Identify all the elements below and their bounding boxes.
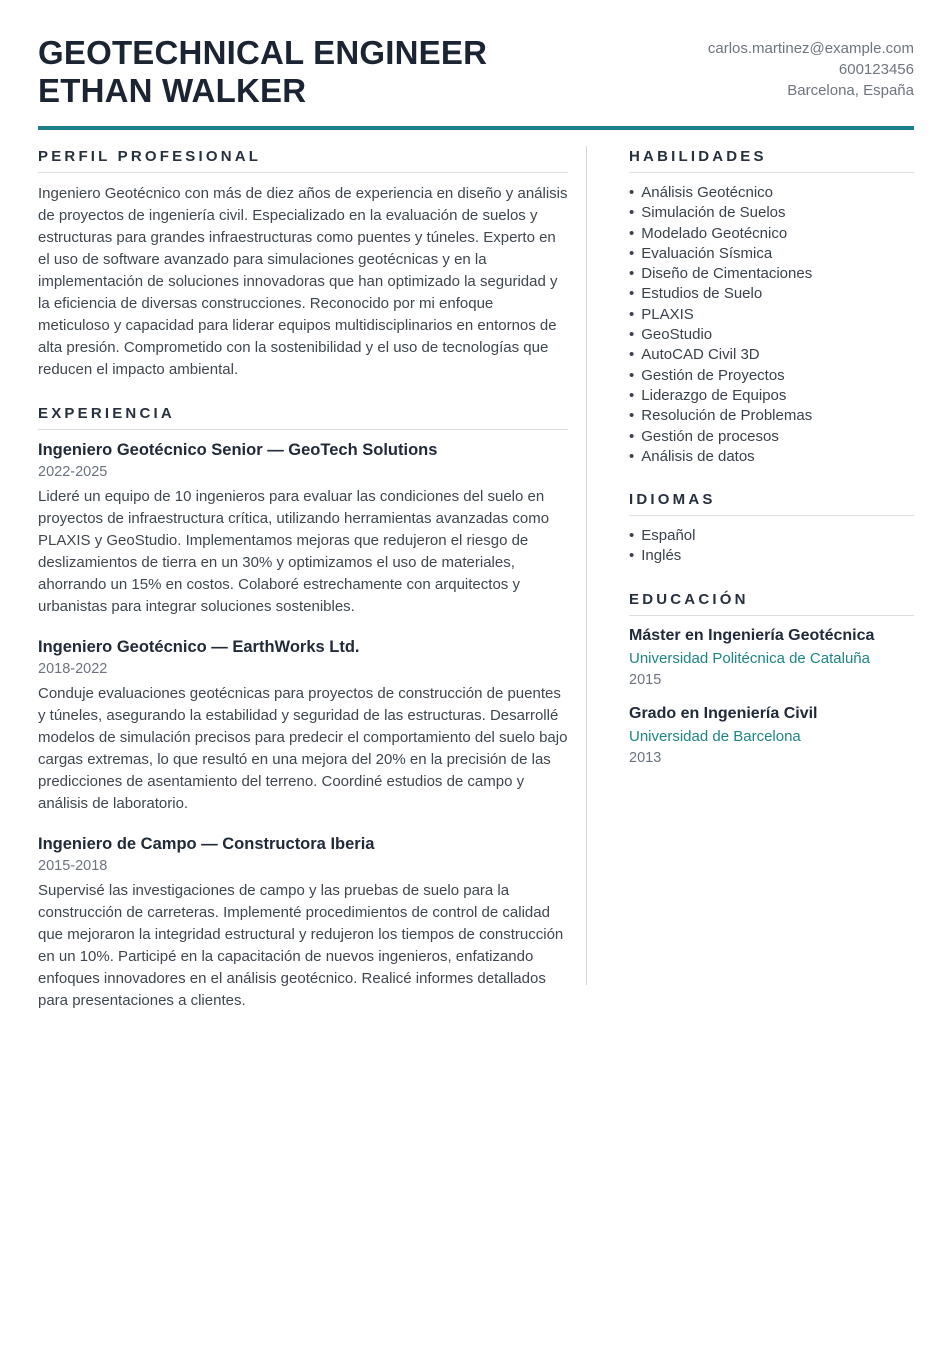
job-dates: 2022-2025	[38, 464, 108, 480]
section-skills	[629, 148, 914, 467]
right-column	[629, 148, 914, 1031]
job-entry	[38, 834, 568, 1012]
experience-heading: EXPERIENCIA	[38, 405, 568, 430]
header	[0, 0, 952, 110]
skill-item: • Modelado Geotécnico	[629, 224, 914, 244]
content-columns	[0, 130, 952, 1031]
contact-location: Barcelona, España	[787, 82, 914, 99]
education-heading: EDUCACIÓN	[629, 591, 914, 616]
education-entry	[629, 626, 914, 689]
job-description: Conduje evaluaciones geotécnicas para proyectos de construcción de puentes y túneles, asegurando la estabilidad y seguridad de las estructuras. Desarrollé modelos de simulación precisos para predecir el comportamiento del suelo bajo cargas extremas, lo que resultó en una mejora del 20% en la precisión de las predicciones de asentamiento del terreno. Coordiné estudios de campo y análisis de laboratorio.	[38, 685, 568, 812]
section-languages	[629, 491, 914, 567]
job-entry	[38, 440, 568, 618]
skill-item: • GeoStudio	[629, 325, 914, 345]
education-school: Universidad Politécnica de Cataluña	[629, 649, 870, 667]
education-degree: Grado en Ingeniería Civil	[629, 704, 818, 722]
section-education	[629, 591, 914, 767]
profile-heading: PERFIL PROFESIONAL	[38, 148, 568, 173]
skill-item: • Análisis de datos	[629, 447, 914, 467]
skill-item: • Diseño de Cimentaciones	[629, 264, 914, 284]
skill-item: • Análisis Geotécnico	[629, 183, 914, 203]
education-school: Universidad de Barcelona	[629, 727, 801, 745]
skill-item: • Liderazgo de Equipos	[629, 386, 914, 406]
page-title	[38, 34, 487, 110]
skills-heading: HABILIDADES	[629, 148, 914, 173]
job-dates: 2018-2022	[38, 661, 108, 677]
job-entry	[38, 637, 568, 815]
skill-item: • Gestión de procesos	[629, 427, 914, 447]
section-experience	[38, 405, 568, 1012]
job-description: Supervisé las investigaciones de campo y las pruebas de suelo para la construcción de carreteras. Implementé procedimientos de control de calidad que mejoraron la integridad estructural y redujeron los tiempos de construcción en un 10%. Participé en la capacitación de nuevos ingenieros, enfatizando enfoques innovadores en el análisis geotécnico. Realicé informes detallados para presentaciones a clientes.	[38, 882, 564, 1009]
skill-item: • Evaluación Sísmica	[629, 244, 914, 264]
job-title: Ingeniero de Campo — Constructora Iberia	[38, 835, 375, 853]
contact-email: carlos.martinez@example.com	[707, 40, 914, 57]
skill-item: • PLAXIS	[629, 305, 914, 325]
left-column	[38, 148, 568, 1031]
skill-item: • Gestión de Proyectos	[629, 366, 914, 386]
title-name: ETHAN WALKER	[38, 72, 307, 109]
job-title: Ingeniero Geotécnico Senior — GeoTech Solutions	[38, 441, 438, 459]
job-title: Ingeniero Geotécnico — EarthWorks Ltd.	[38, 638, 360, 656]
skill-item: • Estudios de Suelo	[629, 284, 914, 304]
skills-list	[629, 183, 914, 467]
languages-heading: IDIOMAS	[629, 491, 914, 516]
education-entry	[629, 704, 914, 767]
section-profile	[38, 148, 568, 381]
column-divider	[586, 146, 587, 985]
title-role: GEOTECHNICAL ENGINEER	[38, 34, 488, 71]
education-degree: Máster en Ingeniería Geotécnica	[629, 626, 875, 644]
job-dates: 2015-2018	[38, 858, 108, 874]
profile-text: Ingeniero Geotécnico con más de diez años de experiencia en diseño y análisis de proyectos de ingeniería civil. Especializado en la evaluación de suelos y estructuras para grandes infraestructuras como puentes y túneles. Experto en el uso de software avanzado para simulaciones geotécnicas y en la implementación de soluciones innovadoras que han optimizado la seguridad y la eficiencia de diversas construcciones. Reconocido por mi enfoque meticuloso y capacidad para liderar equipos multidisciplinarios en entornos de alta presión. Comprometido con la sostenibilidad y el uso de tecnologías que reducen el impacto ambiental.	[38, 185, 568, 378]
skill-item: • Simulación de Suelos	[629, 203, 914, 223]
language-item: • Español	[629, 526, 914, 546]
education-year: 2015	[629, 671, 662, 688]
education-year: 2013	[629, 749, 662, 766]
skill-item: • Resolución de Problemas	[629, 406, 914, 426]
job-description: Lideré un equipo de 10 ingenieros para evaluar las condiciones del suelo en proyectos de infraestructura crítica, utilizando herramientas avanzadas como PLAXIS y GeoStudio. Implementamos mejoras que redujeron el riesgo de deslizamientos de tierra en un 30% y optimizamos el uso de materiales, ahorrando un 15% en costos. Colaboré estrechamente con arquitectos y urbanistas para integrar soluciones sostenibles.	[38, 488, 550, 615]
contact-phone: 600123456	[838, 61, 914, 78]
languages-list	[629, 526, 914, 567]
language-item: • Inglés	[629, 546, 914, 566]
skill-item: • AutoCAD Civil 3D	[629, 345, 914, 365]
contact-block	[708, 34, 914, 101]
